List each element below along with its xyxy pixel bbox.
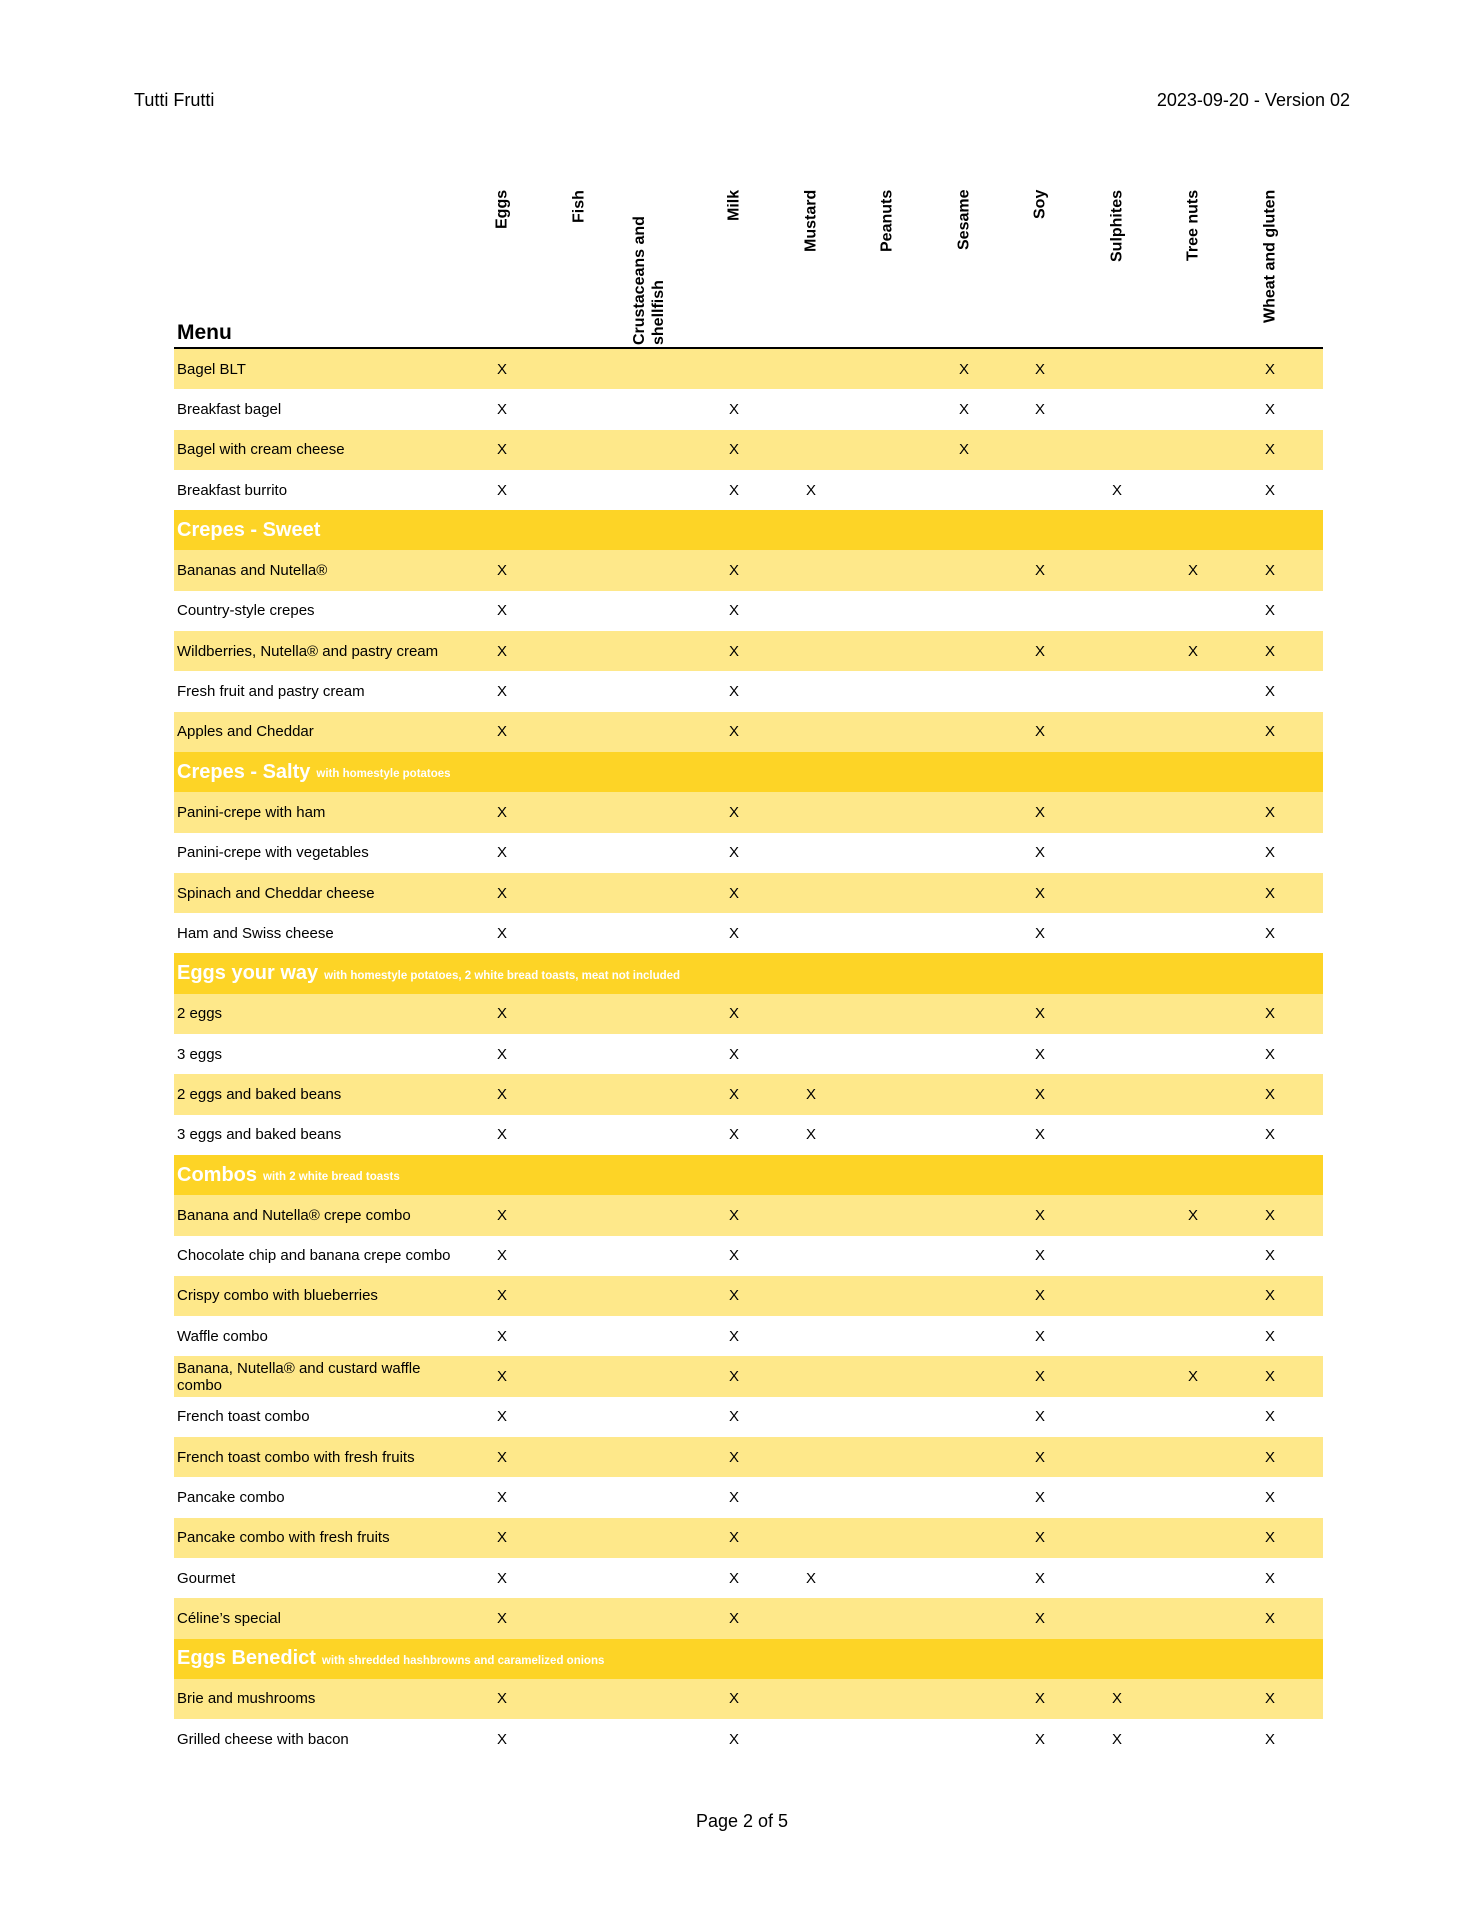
- allergen-mark: X: [496, 441, 507, 459]
- allergen-mark: X: [728, 602, 739, 620]
- menu-item-name: French toast combo with fresh fruits: [177, 1448, 415, 1466]
- allergen-mark: X: [728, 1327, 739, 1345]
- allergen-mark: X: [728, 1368, 739, 1386]
- allergen-mark: X: [1034, 400, 1045, 418]
- table-row: [174, 1115, 1323, 1155]
- allergen-mark: X: [1111, 481, 1122, 499]
- allergen-mark: X: [1034, 1690, 1045, 1708]
- column-header-fish: Fish: [570, 190, 588, 223]
- allergen-mark: X: [1264, 683, 1275, 701]
- allergen-mark: X: [728, 400, 739, 418]
- allergen-mark: X: [728, 1206, 739, 1224]
- menu-item-name: Bananas and Nutella®: [177, 562, 328, 580]
- allergen-mark: X: [958, 400, 969, 418]
- allergen-mark: X: [1264, 360, 1275, 378]
- allergen-mark: X: [1034, 1327, 1045, 1345]
- allergen-mark: X: [728, 441, 739, 459]
- table-row: [174, 1437, 1323, 1477]
- allergen-mark: X: [496, 602, 507, 620]
- allergen-mark: X: [728, 1005, 739, 1023]
- allergen-mark: X: [1264, 602, 1275, 620]
- allergen-mark: X: [496, 683, 507, 701]
- allergen-mark: X: [728, 1247, 739, 1265]
- table-row: [174, 994, 1323, 1034]
- allergen-mark: X: [1264, 1327, 1275, 1345]
- allergen-mark: X: [1187, 1206, 1198, 1224]
- table-row: [174, 550, 1323, 590]
- menu-item-name: 2 eggs: [177, 1005, 223, 1023]
- allergen-mark: X: [805, 481, 816, 499]
- allergen-mark: X: [1187, 1368, 1198, 1386]
- menu-item-name: Spinach and Cheddar cheese: [177, 884, 375, 902]
- allergen-mark: X: [1034, 1569, 1045, 1587]
- menu-item-name: Chocolate chip and banana crepe combo: [177, 1247, 451, 1265]
- allergen-mark: X: [1264, 441, 1275, 459]
- table-row: [174, 671, 1323, 711]
- menu-item-name: Ham and Swiss cheese: [177, 924, 334, 942]
- section-title: Crepes - Salty: [177, 760, 311, 783]
- allergen-mark: X: [496, 1085, 507, 1103]
- menu-item-name: 3 eggs and baked beans: [177, 1126, 342, 1144]
- allergen-mark: X: [728, 803, 739, 821]
- section-title: Eggs Benedict: [177, 1647, 316, 1670]
- allergen-mark: X: [496, 1368, 507, 1386]
- allergen-mark: X: [728, 844, 739, 862]
- menu-item-name: Crispy combo with blueberries: [177, 1287, 378, 1305]
- allergen-mark: X: [496, 1206, 507, 1224]
- column-header-peanuts: Peanuts: [878, 190, 896, 253]
- allergen-mark: X: [1034, 803, 1045, 821]
- document-title: Tutti Frutti: [134, 90, 215, 110]
- column-header-sesame: Sesame: [955, 190, 973, 251]
- allergen-mark: X: [728, 1408, 739, 1426]
- allergen-mark: X: [496, 1327, 507, 1345]
- allergen-mark: X: [1034, 1368, 1045, 1386]
- allergen-mark: X: [728, 1690, 739, 1708]
- menu-item-name: 3 eggs: [177, 1045, 223, 1063]
- table-row: [174, 389, 1323, 429]
- allergen-mark: X: [728, 1488, 739, 1506]
- table-row: [174, 1598, 1323, 1638]
- allergen-mark: X: [1264, 642, 1275, 660]
- allergen-mark: X: [496, 1448, 507, 1466]
- column-header-sulphites: Sulphites: [1108, 190, 1126, 263]
- allergen-mark: X: [1034, 884, 1045, 902]
- menu-item-name: Apples and Cheddar: [177, 723, 314, 741]
- allergen-mark: X: [496, 1529, 507, 1547]
- column-header-eggs: Eggs: [493, 190, 511, 230]
- allergen-mark: X: [496, 884, 507, 902]
- allergen-mark: X: [958, 441, 969, 459]
- allergen-mark: X: [496, 562, 507, 580]
- table-row: [174, 1397, 1323, 1437]
- allergen-mark: X: [496, 1609, 507, 1627]
- allergen-mark: X: [1034, 1247, 1045, 1265]
- allergen-mark: X: [1264, 1287, 1275, 1305]
- allergen-mark: X: [1034, 1448, 1045, 1466]
- allergen-mark: X: [1034, 562, 1045, 580]
- menu-item-name: Panini-crepe with ham: [177, 803, 326, 821]
- allergen-mark: X: [1264, 400, 1275, 418]
- allergen-mark: X: [728, 481, 739, 499]
- allergen-mark: X: [728, 683, 739, 701]
- allergen-mark: X: [496, 1408, 507, 1426]
- menu-item-name: 2 eggs and baked beans: [177, 1085, 342, 1103]
- allergen-mark: X: [496, 1287, 507, 1305]
- column-header-tree-nuts: Tree nuts: [1184, 190, 1202, 262]
- allergen-mark: X: [1111, 1730, 1122, 1748]
- allergen-mark: X: [1034, 1529, 1045, 1547]
- section-header: [174, 1155, 1323, 1195]
- table-row: [174, 833, 1323, 873]
- allergen-mark: X: [496, 1690, 507, 1708]
- allergen-mark: X: [728, 642, 739, 660]
- allergen-mark: X: [496, 1247, 507, 1265]
- table-row: [174, 1195, 1323, 1235]
- allergen-mark: X: [1264, 1730, 1275, 1748]
- allergen-mark: X: [1264, 1045, 1275, 1063]
- table-row: [174, 1074, 1323, 1114]
- menu-item-name: Banana, Nutella® and custard waffle combo: [177, 1359, 421, 1394]
- allergen-mark: X: [1264, 1690, 1275, 1708]
- allergen-mark: X: [1034, 924, 1045, 942]
- allergen-table: [174, 190, 1323, 1759]
- allergen-mark: X: [1264, 1488, 1275, 1506]
- allergen-mark: X: [1034, 1287, 1045, 1305]
- column-header-wheat-and-gluten: Wheat and gluten: [1261, 190, 1279, 324]
- allergen-mark: X: [1111, 1690, 1122, 1708]
- allergen-mark: X: [1034, 723, 1045, 741]
- allergen-mark: X: [1034, 1206, 1045, 1224]
- allergen-mark: X: [1034, 1126, 1045, 1144]
- allergen-mark: X: [1034, 1005, 1045, 1023]
- allergen-mark: X: [728, 1529, 739, 1547]
- allergen-mark: X: [728, 1126, 739, 1144]
- allergen-mark: X: [1187, 562, 1198, 580]
- section-title: Combos: [177, 1163, 257, 1186]
- allergen-mark: X: [728, 924, 739, 942]
- menu-item-name: Pancake combo with fresh fruits: [177, 1529, 390, 1547]
- allergen-mark: X: [1264, 481, 1275, 499]
- section-title: Eggs your way: [177, 962, 319, 985]
- allergen-mark: X: [1264, 1609, 1275, 1627]
- column-header-soy: Soy: [1031, 190, 1049, 220]
- table-row: [174, 1518, 1323, 1558]
- table-row: [174, 1719, 1323, 1759]
- allergen-mark: X: [496, 1126, 507, 1144]
- column-header-mustard: Mustard: [802, 190, 820, 253]
- column-header-crustaceans-and-shellfish: Crustaceans and shellfish: [631, 216, 667, 345]
- allergen-mark: X: [496, 400, 507, 418]
- menu-item-name: French toast combo: [177, 1408, 310, 1426]
- allergen-mark: X: [1264, 1005, 1275, 1023]
- allergen-mark: X: [805, 1569, 816, 1587]
- allergen-mark: X: [1264, 1408, 1275, 1426]
- menu-item-name: Country-style crepes: [177, 602, 315, 620]
- table-row: [174, 712, 1323, 752]
- table-row: [174, 430, 1323, 470]
- table-row: [174, 1558, 1323, 1598]
- section-note: with 2 white bread toasts: [263, 1171, 400, 1184]
- section-header: [174, 510, 1323, 550]
- allergen-mark: X: [1264, 1529, 1275, 1547]
- allergen-mark: X: [1264, 884, 1275, 902]
- table-row: [174, 631, 1323, 671]
- allergen-mark: X: [728, 1448, 739, 1466]
- menu-item-name: Gourmet: [177, 1569, 236, 1587]
- allergen-mark: X: [496, 844, 507, 862]
- allergen-mark: X: [728, 1609, 739, 1627]
- allergen-mark: X: [805, 1126, 816, 1144]
- allergen-mark: X: [496, 723, 507, 741]
- allergen-mark: X: [1264, 803, 1275, 821]
- section-header: [174, 752, 1323, 792]
- allergen-mark: X: [1034, 1730, 1045, 1748]
- menu-item-name: Breakfast burrito: [177, 481, 288, 499]
- allergen-mark: X: [496, 1488, 507, 1506]
- allergen-mark: X: [805, 1085, 816, 1103]
- allergen-mark: X: [1264, 924, 1275, 942]
- allergen-mark: X: [496, 642, 507, 660]
- allergen-mark: X: [728, 1085, 739, 1103]
- column-header-milk: Milk: [725, 190, 743, 222]
- menu-item-name: Panini-crepe with vegetables: [177, 844, 369, 862]
- table-row: [174, 913, 1323, 953]
- table-body: [174, 349, 1323, 1759]
- table-row: [174, 591, 1323, 631]
- allergen-mark: X: [728, 1569, 739, 1587]
- allergen-mark: X: [496, 924, 507, 942]
- section-title: Crepes - Sweet: [177, 518, 321, 541]
- table-row: [174, 1236, 1323, 1276]
- allergen-mark: X: [496, 1005, 507, 1023]
- section-header: [174, 953, 1323, 993]
- allergen-mark: X: [1264, 1569, 1275, 1587]
- table-row: [174, 1356, 1323, 1396]
- allergen-mark: X: [728, 1045, 739, 1063]
- section-header: [174, 1639, 1323, 1679]
- allergen-mark: X: [1264, 844, 1275, 862]
- table-row: [174, 1276, 1323, 1316]
- menu-item-name: Waffle combo: [177, 1327, 268, 1345]
- allergen-mark: X: [728, 1287, 739, 1305]
- table-row: [174, 792, 1323, 832]
- allergen-mark: X: [1034, 1045, 1045, 1063]
- table-row: [174, 1477, 1323, 1517]
- allergen-mark: X: [1034, 844, 1045, 862]
- allergen-mark: X: [496, 1569, 507, 1587]
- allergen-mark: X: [1034, 1488, 1045, 1506]
- table-row: [174, 1316, 1323, 1356]
- allergen-mark: X: [1264, 1247, 1275, 1265]
- allergen-mark: X: [728, 884, 739, 902]
- section-note: with homestyle potatoes: [316, 768, 451, 781]
- allergen-mark: X: [1034, 1609, 1045, 1627]
- table-row: [174, 1679, 1323, 1719]
- allergen-mark: X: [1264, 1126, 1275, 1144]
- menu-item-name: Bagel with cream cheese: [177, 441, 345, 459]
- allergen-mark: X: [1264, 562, 1275, 580]
- version-date: 2023-09-20 - Version 02: [1156, 90, 1350, 110]
- menu-item-name: Wildberries, Nutella® and pastry cream: [177, 642, 439, 660]
- menu-item-name: Bagel BLT: [177, 360, 246, 378]
- allergen-mark: X: [1187, 642, 1198, 660]
- allergen-mark: X: [496, 803, 507, 821]
- allergen-mark: X: [1264, 1368, 1275, 1386]
- allergen-mark: X: [1034, 642, 1045, 660]
- menu-item-name: Pancake combo: [177, 1488, 285, 1506]
- menu-item-name: Breakfast bagel: [177, 400, 282, 418]
- allergen-mark: X: [496, 360, 507, 378]
- allergen-mark: X: [1034, 1408, 1045, 1426]
- table-row: [174, 873, 1323, 913]
- allergen-mark: X: [1264, 1206, 1275, 1224]
- allergen-mark: X: [496, 481, 507, 499]
- allergen-mark: X: [728, 723, 739, 741]
- allergen-mark: X: [1264, 1085, 1275, 1103]
- menu-item-name: Grilled cheese with bacon: [177, 1730, 349, 1748]
- allergen-mark: X: [1264, 1448, 1275, 1466]
- allergen-mark: X: [958, 360, 969, 378]
- allergen-mark: X: [1034, 1085, 1045, 1103]
- page-number: Page 2 of 5: [695, 1811, 789, 1831]
- table-row: [174, 470, 1323, 510]
- section-note: with homestyle potatoes, 2 white bread toasts, meat not included: [324, 969, 681, 982]
- allergen-mark: X: [496, 1045, 507, 1063]
- table-row: [174, 1034, 1323, 1074]
- allergen-mark: X: [1264, 723, 1275, 741]
- allergen-mark: X: [496, 1730, 507, 1748]
- menu-item-name: Céline’s special: [177, 1609, 281, 1627]
- table-header: [174, 190, 1323, 349]
- menu-item-name: Fresh fruit and pastry cream: [177, 683, 365, 701]
- menu-item-name: Brie and mushrooms: [177, 1690, 316, 1708]
- section-note: with shredded hashbrowns and caramelized onions: [321, 1654, 605, 1667]
- menu-item-name: Banana and Nutella® crepe combo: [177, 1206, 411, 1224]
- allergen-mark: X: [1034, 360, 1045, 378]
- allergen-mark: X: [728, 1730, 739, 1748]
- allergen-mark: X: [728, 562, 739, 580]
- menu-column-header: Menu: [177, 321, 232, 344]
- table-row: [174, 349, 1323, 389]
